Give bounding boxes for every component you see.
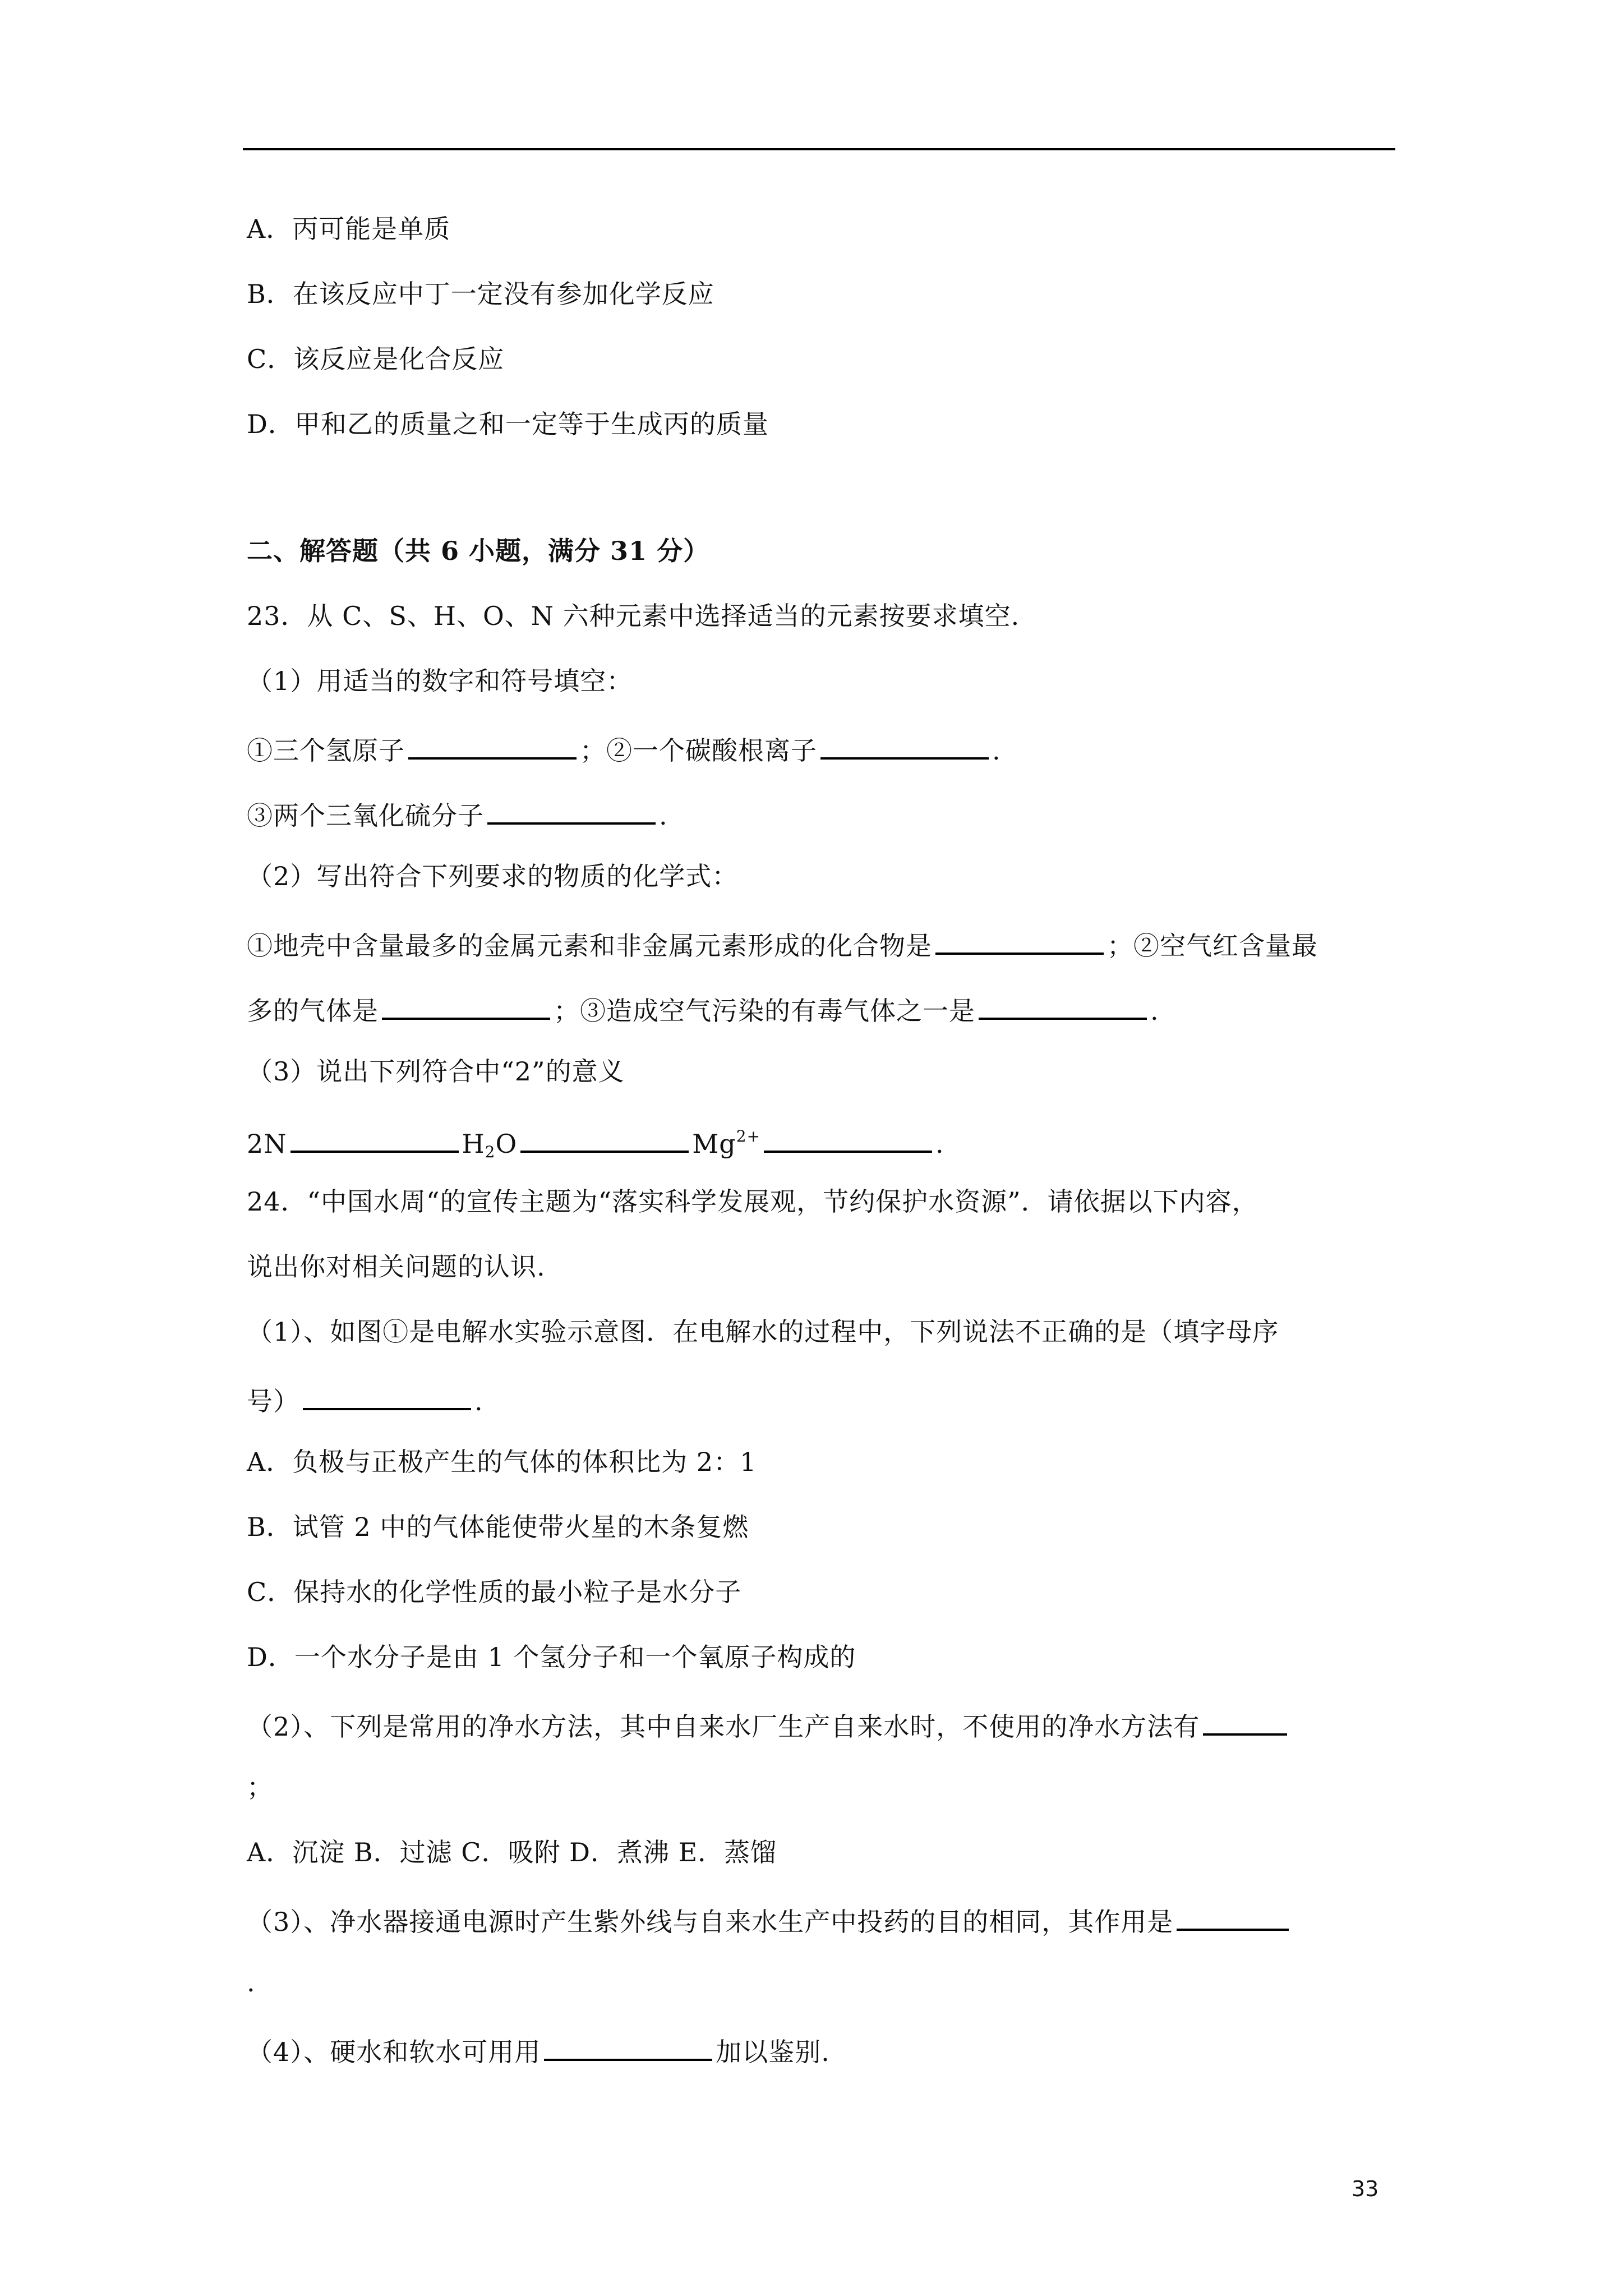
- answer-blank[interactable]: [764, 1122, 932, 1153]
- q23-part1-line2: [247, 794, 668, 832]
- q23-part1-title: （1）用适当的数字和符号填空：: [247, 666, 633, 696]
- q24-option-d: D．一个水分子是由 1 个氢分子和一个氧原子构成的: [247, 1642, 856, 1672]
- q24-part3-text: （3）、净水器接通电源时产生紫外线与自来水生产中投药的目的相同，其作用是: [247, 1907, 1174, 1937]
- q24-part4-text: （4）、硬水和软水可用用: [247, 2037, 541, 2067]
- q24-stem-line1: 24．“中国水周“的宣传主题为“落实科学发展观，节约保护水资源”．请依据以下内容，: [247, 1186, 1258, 1217]
- q23-part3-title: （3）说出下列符合中“2”的意义: [247, 1056, 625, 1087]
- answer-blank[interactable]: [487, 794, 656, 825]
- q23-hydrogen-atoms-text: ①三个氢原子: [247, 735, 405, 766]
- q24-part4-tail: 加以鉴别.: [716, 2037, 830, 2067]
- answer-blank[interactable]: [820, 729, 989, 760]
- q24-option-c: C．保持水的化学性质的最小粒子是水分子: [247, 1577, 742, 1607]
- q24-part2-text: （2）、下列是常用的净水方法，其中自来水厂生产自来水时，不使用的净水方法有: [247, 1711, 1200, 1742]
- q23-part1-line1: [247, 729, 1001, 767]
- q24-option-b: B．试管 2 中的气体能使带火星的木条复燃: [247, 1512, 749, 1542]
- q23-part2-line1: [247, 924, 1318, 963]
- q24-part4-line: [247, 2031, 830, 2069]
- period: .: [992, 735, 1001, 766]
- q24-part1-tail: 号）: [247, 1386, 299, 1416]
- q24-part1-line1: （1）、如图①是电解水实验示意图．在电解水的过程中，下列说法不正确的是（填字母序: [247, 1317, 1279, 1347]
- answer-blank[interactable]: [382, 990, 550, 1020]
- q23-carbonate-text: ；②一个碳酸根离子: [580, 735, 817, 766]
- q23-part2-title: （2）写出符合下列要求的物质的化学式：: [247, 861, 739, 891]
- q24-part3-line1: [247, 1901, 1292, 1939]
- answer-blank[interactable]: [303, 1380, 471, 1410]
- q24-stem-line2: 说出你对相关问题的认识.: [247, 1251, 546, 1282]
- answer-blank[interactable]: [520, 1122, 689, 1153]
- q23-toxic-gas-text: ；③造成空气污染的有毒气体之一是: [554, 996, 975, 1026]
- q23-gas-text: 多的气体是: [247, 996, 379, 1026]
- answer-blank[interactable]: [1177, 1901, 1289, 1931]
- header-rule: [243, 148, 1395, 150]
- q24-part2-line1: [247, 1705, 1290, 1743]
- q24-option-a: A．负极与正极产生的气体的体积比为 2：1: [247, 1447, 757, 1477]
- q23-part2-line2: [247, 990, 1159, 1028]
- q23-so3-text: ③两个三氧化硫分子: [247, 800, 484, 831]
- q23-compound-text: ①地壳中含量最多的金属元素和非金属元素形成的化合物是: [247, 931, 932, 961]
- option-d: D．甲和乙的质量之和一定等于生成丙的质量: [247, 409, 769, 439]
- period: .: [659, 800, 668, 831]
- answer-blank[interactable]: [935, 924, 1104, 955]
- answer-blank[interactable]: [291, 1122, 459, 1153]
- period: .: [1150, 996, 1159, 1026]
- q23-stem: 23．从 C、S、H、O、N 六种元素中选择适当的元素按要求填空.: [247, 601, 1020, 631]
- q24-part3-line2: .: [247, 1967, 256, 1998]
- section-title: 二、解答题（共 6 小题，满分 31 分）: [247, 536, 710, 566]
- answer-blank[interactable]: [544, 2031, 712, 2061]
- symbol-2n: 2N: [247, 1129, 287, 1159]
- option-b: B．在该反应中丁一定没有参加化学反应: [247, 279, 714, 309]
- q23-air-text: ；②空气红含量最: [1107, 931, 1318, 961]
- option-c: C．该反应是化合反应: [247, 344, 505, 374]
- period: .: [474, 1386, 483, 1416]
- answer-blank[interactable]: [979, 990, 1147, 1020]
- option-a: A．丙可能是单质: [247, 214, 451, 244]
- q23-part3-symbols: [247, 1120, 944, 1169]
- q24-part2-line2: ；: [247, 1772, 273, 1802]
- q24-part2-options: A．沉淀 B．过滤 C．吸附 D．煮沸 E．蒸馏: [247, 1837, 777, 1867]
- symbol-mg2plus: $Mg^{2+}$: [692, 1127, 761, 1159]
- answer-blank[interactable]: [408, 729, 577, 760]
- page-number: 33: [1352, 2177, 1379, 2201]
- answer-blank[interactable]: [1203, 1705, 1287, 1736]
- symbol-h2o: $H_2O$: [462, 1129, 518, 1161]
- period: .: [935, 1129, 944, 1159]
- q24-part1-line2: [247, 1380, 483, 1418]
